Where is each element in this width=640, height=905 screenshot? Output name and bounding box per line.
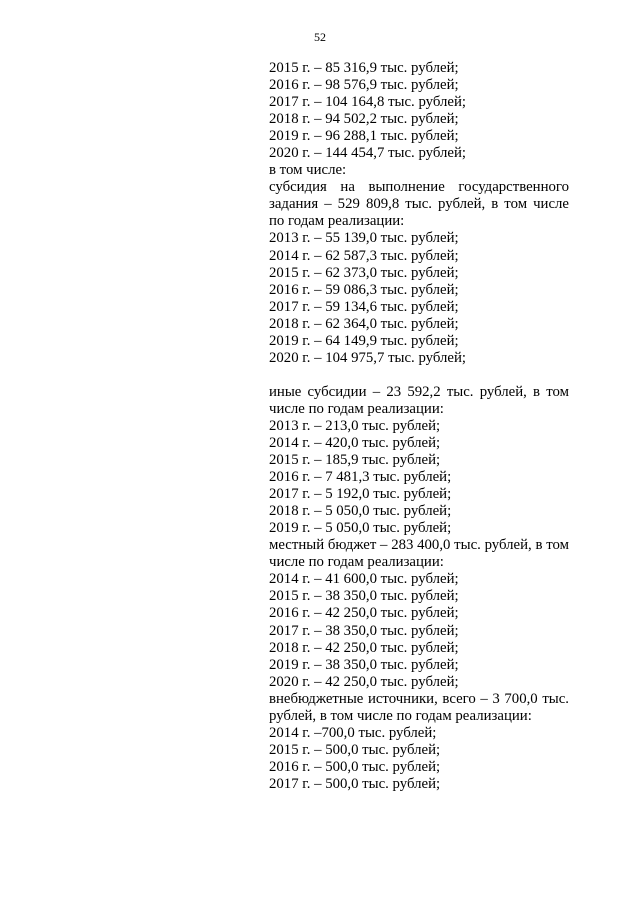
funding-line-2015: 2015 г. – 85 316,9 тыс. рублей; — [269, 60, 459, 76]
extra-budget-line-2016: 2016 г. – 500,0 тыс. рублей; — [269, 758, 441, 775]
funding-line-2019: 2019 г. – 96 288,1 тыс. рублей; — [269, 128, 459, 145]
extra-budget-line-2017: 2017 г. – 500,0 тыс. рублей; — [269, 775, 441, 792]
state-task-line-2013: 2013 г. – 55 139,0 тыс. рублей; — [269, 230, 459, 247]
page-number: 52 — [314, 30, 326, 44]
state-task-line-2018: 2018 г. – 62 364,0 тыс. рублей; — [269, 315, 459, 332]
local-budget-line-2017: 2017 г. – 38 350,0 тыс. рублей; — [269, 622, 459, 639]
local-budget-line-2018: 2018 г. – 42 250,0 тыс. рублей; — [269, 639, 459, 656]
including-label: в том числе: — [269, 162, 347, 179]
other-subsidies-paragraph: иные субсидии – 23 592,2 тыс. рублей, в том числе по годам реализации: — [269, 383, 569, 417]
extra-budget-line-2014: 2014 г. –700,0 тыс. рублей; — [269, 724, 437, 741]
funding-line-2017: 2017 г. – 104 164,8 тыс. рублей; — [269, 94, 466, 111]
local-budget-paragraph: местный бюджет – 283 400,0 тыс. рублей, в том числе по годам реализации: — [269, 537, 569, 571]
funding-line-2018: 2018 г. – 94 502,2 тыс. рублей; — [269, 111, 459, 128]
state-task-line-2017: 2017 г. – 59 134,6 тыс. рублей; — [269, 298, 459, 315]
paragraph-gap — [269, 367, 569, 384]
funding-line-2020: 2020 г. – 144 454,7 тыс. рублей; — [269, 145, 466, 162]
other-subsidies-line-2014: 2014 г. – 420,0 тыс. рублей; — [269, 434, 441, 451]
state-task-line-2020: 2020 г. – 104 975,7 тыс. рублей; — [269, 349, 466, 366]
extra-budget-line-2015: 2015 г. – 500,0 тыс. рублей; — [269, 741, 441, 758]
state-task-line-2019: 2019 г. – 64 149,9 тыс. рублей; — [269, 332, 459, 349]
state-task-subsidy-paragraph: субсидия на выполнение государственного задания – 529 809,8 тыс. рублей, в том числе по годам реализации: — [269, 179, 569, 230]
other-subsidies-line-2018: 2018 г. – 5 050,0 тыс. рублей; — [269, 503, 452, 520]
local-budget-line-2014: 2014 г. – 41 600,0 тыс. рублей; — [269, 571, 459, 588]
state-task-line-2016: 2016 г. – 59 086,3 тыс. рублей; — [269, 281, 459, 298]
local-budget-line-2020: 2020 г. – 42 250,0 тыс. рублей; — [269, 673, 459, 690]
local-budget-line-2015: 2015 г. – 38 350,0 тыс. рублей; — [269, 588, 459, 605]
state-task-line-2015: 2015 г. – 62 373,0 тыс. рублей; — [269, 264, 459, 281]
other-subsidies-line-2016: 2016 г. – 7 481,3 тыс. рублей; — [269, 469, 452, 486]
other-subsidies-line-2017: 2017 г. – 5 192,0 тыс. рублей; — [269, 486, 452, 503]
other-subsidies-line-2019: 2019 г. – 5 050,0 тыс. рублей; — [269, 520, 452, 537]
other-subsidies-line-2015: 2015 г. – 185,9 тыс. рублей; — [269, 452, 441, 469]
local-budget-line-2019: 2019 г. – 38 350,0 тыс. рублей; — [269, 656, 459, 673]
extra-budget-paragraph: внебюджетные источники, всего – 3 700,0 тыс. рублей, в том числе по годам реализации: — [269, 690, 569, 724]
other-subsidies-line-2013: 2013 г. – 213,0 тыс. рублей; — [269, 417, 441, 434]
funding-line-2016: 2016 г. – 98 576,9 тыс. рублей; — [269, 77, 459, 94]
local-budget-line-2016: 2016 г. – 42 250,0 тыс. рублей; — [269, 605, 459, 622]
document-body — [269, 60, 569, 793]
state-task-line-2014: 2014 г. – 62 587,3 тыс. рублей; — [269, 247, 459, 264]
